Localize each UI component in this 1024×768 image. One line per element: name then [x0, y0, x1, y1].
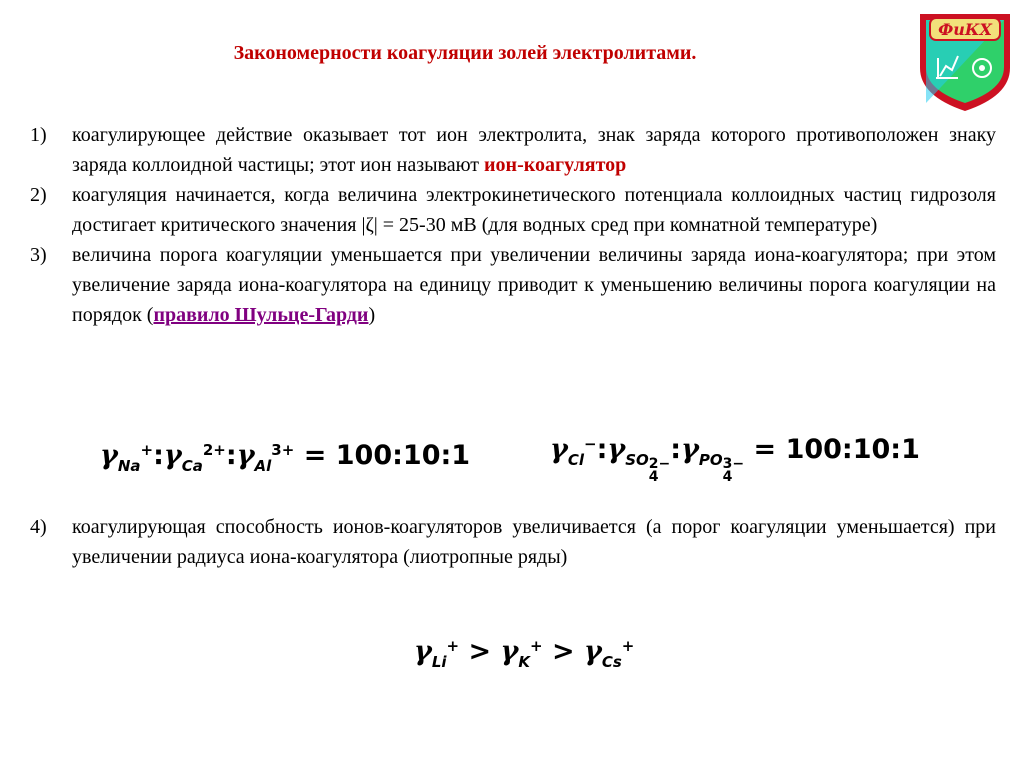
svg-text:ФиКХ: ФиКХ [938, 20, 992, 39]
item-text: коагулирующая способность ионов-коагуляторов увеличивается (а порог коагуляции уменьшается) при увеличении радиуса иона-коагулятора (лиотропные ряды) [72, 516, 996, 568]
item-number: 2) [30, 184, 47, 206]
schulze-hardy-rule-link[interactable]: правило Шульце-Гарди [153, 304, 369, 326]
list-item-2 [30, 180, 996, 240]
item-number: 3) [30, 244, 47, 266]
item-text: величина порога коагуляции уменьшается при увеличении величины заряда иона-коагулятора; при этом увеличение заряда иона-коагулятора на единицу приводит к уменьшению величины порога коагуляции на порядок (правило Шульце-Гарди) [72, 244, 996, 326]
rules-list [30, 120, 996, 330]
item-number: 4) [30, 516, 47, 538]
item-text: коагулирующее действие оказывает тот ион электролита, знак заряда которого противоположен знаку заряда коллоидной частицы; этот ион называют ион-коагулятор [72, 124, 996, 176]
list-item-3 [30, 240, 996, 330]
faculty-shield-logo [916, 10, 1014, 114]
rules-list-continued [30, 512, 996, 572]
list-item-4 [30, 512, 996, 572]
ion-coagulator-term: ион-коагулятор [484, 154, 627, 176]
formula-anion-thresholds: $\gamma_{Cl}^-:\gamma_{SO}$ 2− 4 $:\gamma_{PO}$ 3− 4 = 100:10:1 [550, 434, 920, 485]
formula-lyotropic-series: $\gamma_{Li}^+ > \gamma_K^+ > \gamma_{Cs}^+$ [414, 636, 635, 671]
list-item-1 [30, 120, 996, 180]
formula-cation-thresholds: $\gamma_{Na}^+:\gamma_{Ca}^{2+}:\gamma_{Al}^{3+}$ = 100:10:1 [100, 440, 471, 475]
item-text: коагуляция начинается, когда величина электрокинетического потенциала коллоидных частиц гидрозоля достигает критического значения |ζ| = 25-30 мВ (для водных сред при комнатной температуре) [72, 184, 996, 236]
slide-title: Закономерности коагуляции золей электролитами. [233, 42, 697, 64]
item-number: 1) [30, 124, 47, 146]
